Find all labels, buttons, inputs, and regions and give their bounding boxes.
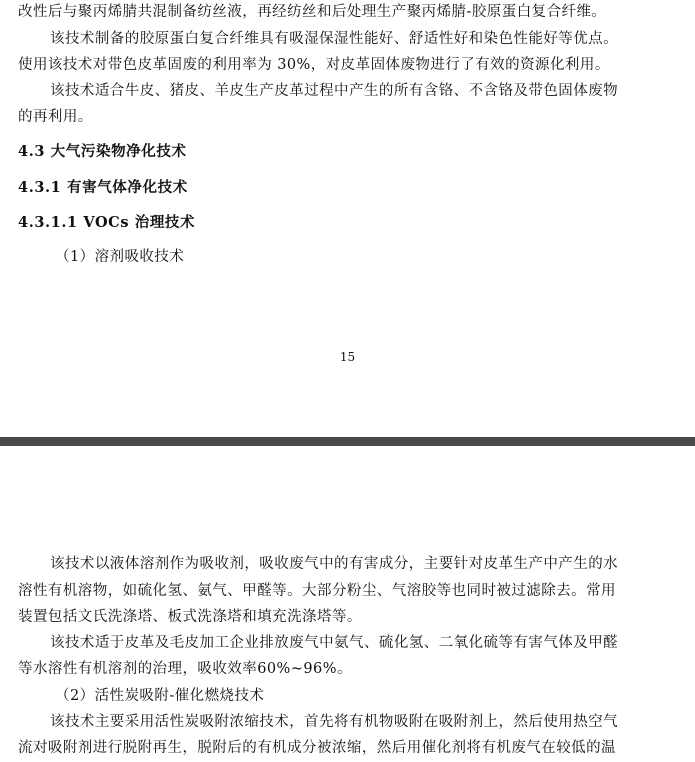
list-item-heading: （2）活性炭吸附-催化燃烧技术	[55, 688, 265, 704]
section-heading: 4.3 大气污染物净化技术	[18, 143, 187, 160]
page-number: 15	[339, 350, 356, 364]
body-text-line: 该技术适合牛皮、猪皮、羊皮生产皮革过程中产生的所有含铬、不含铬及带色固体废物	[50, 83, 619, 99]
list-item-heading: （1）溶剂吸收技术	[55, 249, 185, 265]
body-text-line: 等水溶性有机溶剂的治理，吸收效率60%~96%。	[18, 661, 352, 677]
body-text-line: 该技术适于皮革及毛皮加工企业排放废气中氨气、硫化氢、二氧化硫等有害气体及甲醛	[50, 635, 619, 651]
body-text-line: 流对吸附剂进行脱附再生，脱附后的有机成分被浓缩，然后用催化剂将有机废气在较低的温	[18, 740, 616, 756]
document-page-bottom	[0, 446, 695, 762]
subsection-heading: 4.3.1 有害气体净化技术	[18, 179, 188, 196]
body-text-line: 溶性有机溶物，如硫化氢、氨气、甲醛等。大部分粉尘、气溶胶等也同时被过滤除去。常用	[18, 583, 616, 599]
body-text-line: 该技术以液体溶剂作为吸收剂，吸收废气中的有害成分，主要针对皮革生产中产生的水	[50, 556, 619, 572]
body-text-line: 的再利用。	[18, 109, 93, 125]
body-text-line: 改性后与聚丙烯腈共混制备纺丝液，再经纺丝和后处理生产聚丙烯腈-胶原蛋白复合纤维。	[18, 4, 607, 20]
body-text-line: 该技术主要采用活性炭吸附浓缩技术，首先将有机物吸附在吸附剂上，然后使用热空气	[50, 714, 619, 730]
page-separator	[0, 437, 695, 446]
body-text-line: 使用该技术对带色皮革固废的利用率为 30%，对皮革固体废物进行了有效的资源化利用。	[18, 57, 610, 73]
body-text-line: 该技术制备的胶原蛋白复合纤维具有吸湿保湿性能好、舒适性好和染色性能好等优点。	[50, 31, 619, 47]
body-text-line: 装置包括文氏洗涤塔、板式洗涤塔和填充洗涤塔等。	[18, 609, 362, 625]
subsubsection-heading: 4.3.1.1 VOCs 治理技术	[18, 214, 196, 231]
